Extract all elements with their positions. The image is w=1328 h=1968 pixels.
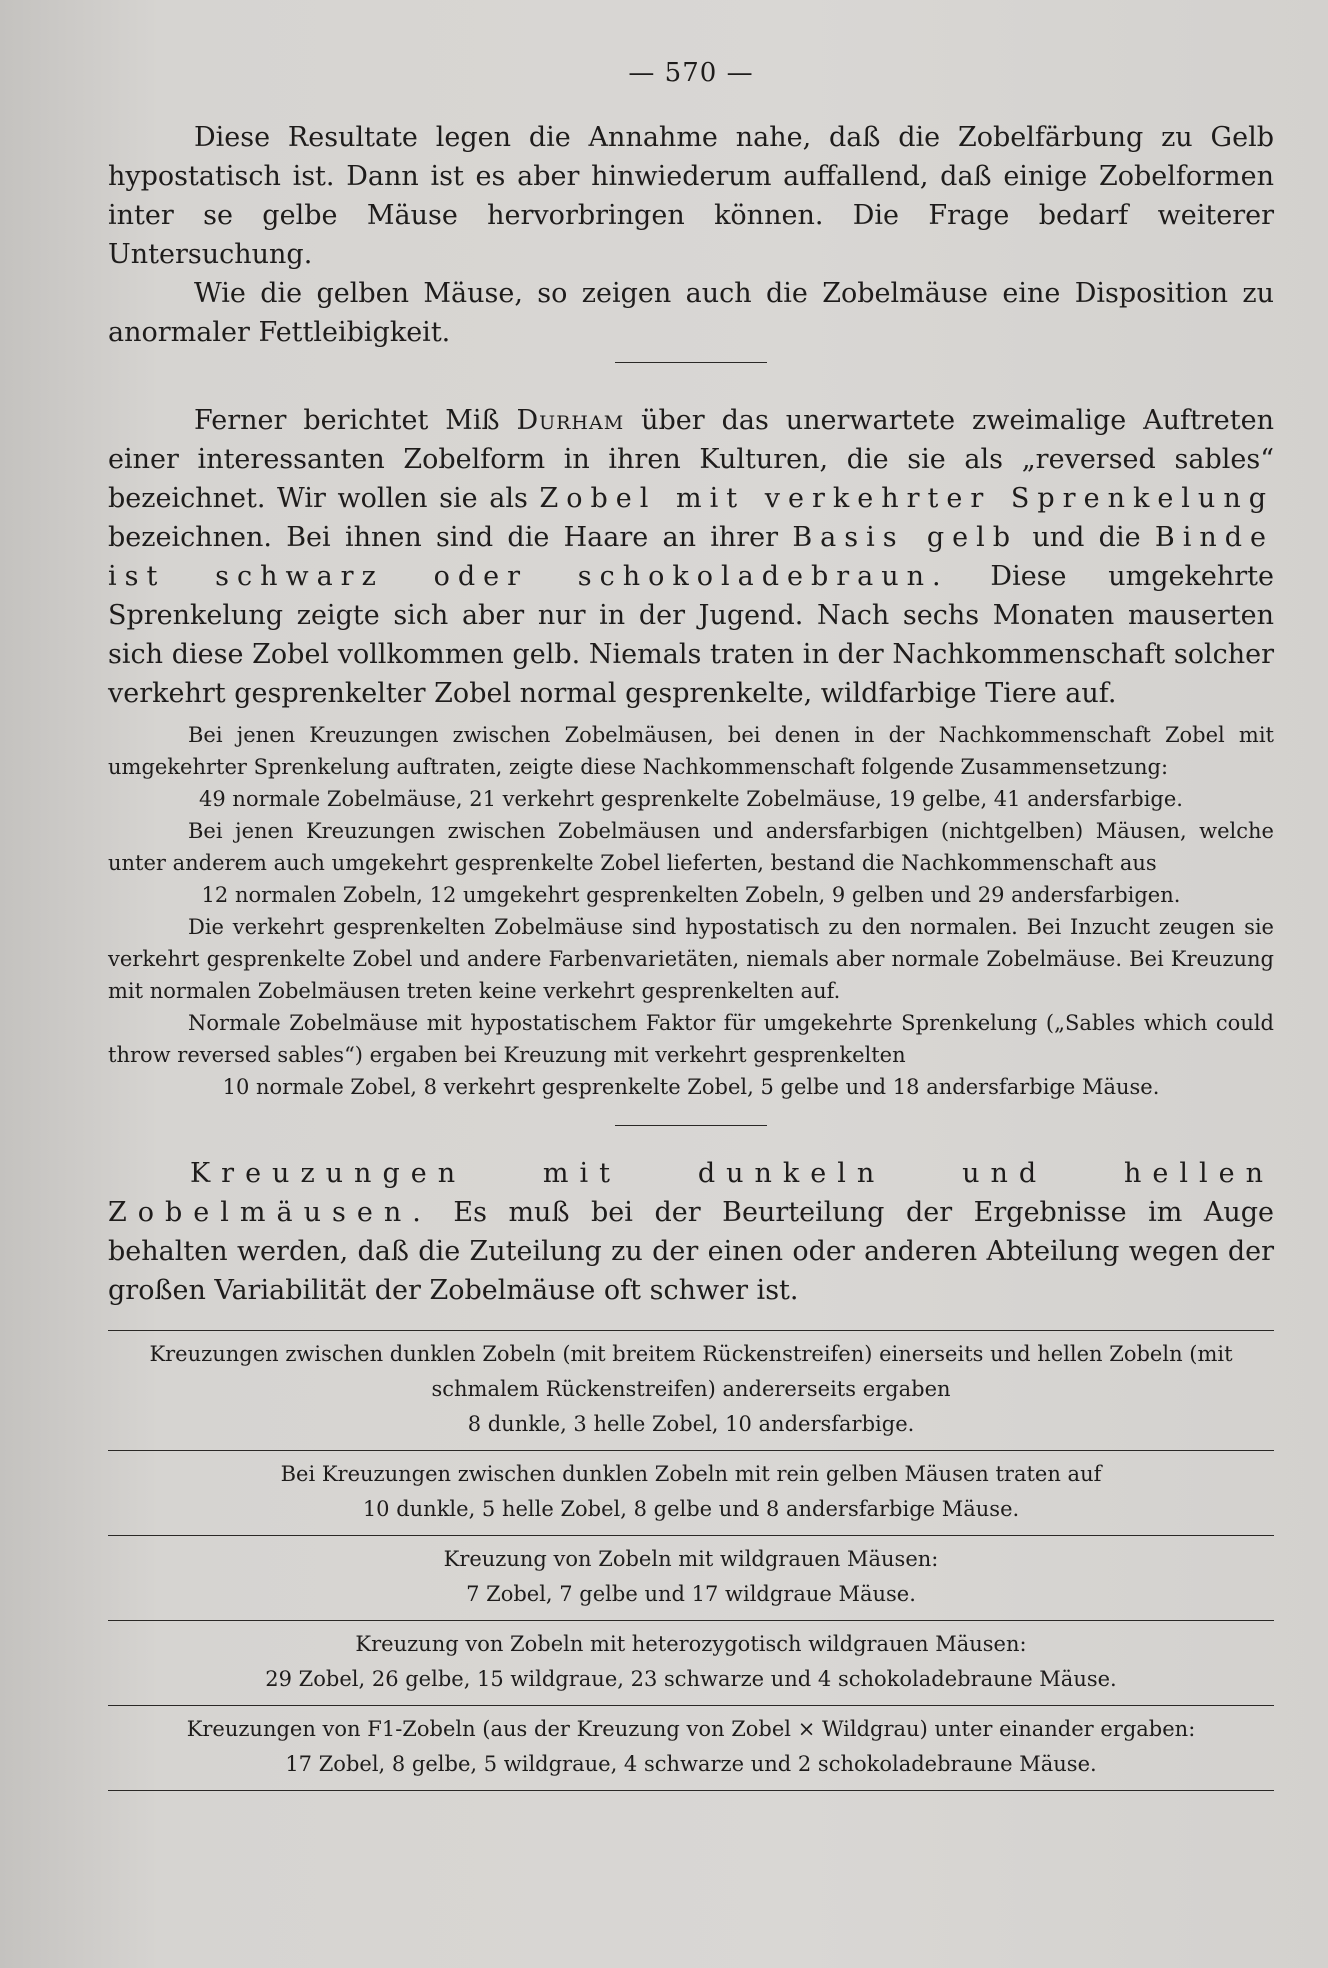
results-body — [108, 1331, 1274, 1791]
small-paragraph: Bei jenen Kreuzungen zwischen Zobelmäusen, bei denen in der Nachkommenschaft Zobel mit umgekehrter Sprenkelung auftraten, zeigte diese Nachkommenschaft folgende Zusammensetzung: — [108, 723, 1274, 779]
result-row — [108, 1536, 1274, 1621]
spaced-term: Zobel mit verkehrter Sprenkelung — [539, 483, 1274, 514]
result-cell — [108, 1451, 1274, 1536]
small-result: 10 normale Zobel, 8 verkehrt gesprenkelte Zobel, 5 gelbe und 18 andersfarbige Mäuse. — [222, 1075, 1160, 1099]
small-paragraph: Normale Zobelmäuse mit hypostatischem Faktor für umgekehrte Sprenkelung („Sables which could throw reversed sables“) ergaben bei Kreuzung mit verkehrt gesprenkelten — [108, 1011, 1274, 1067]
result-cell — [108, 1621, 1274, 1706]
results-table — [108, 1330, 1274, 1791]
spaced-term: Basis gelb — [792, 522, 1019, 553]
result-values: 8 dunkle, 3 helle Zobel, 10 andersfarbige. — [467, 1412, 915, 1436]
paragraph-obesity: Wie die gelben Mäuse, so zeigen auch die Zobelmäuse eine Disposition zu anormaler Fettleibigkeit. — [108, 278, 1274, 348]
result-values: 7 Zobel, 7 gelbe und 17 wildgraue Mäuse. — [466, 1582, 916, 1606]
small-result: 49 normale Zobelmäuse, 21 verkehrt gesprenkelte Zobelmäuse, 19 gelbe, 41 andersfarbige. — [199, 787, 1183, 811]
author-name: Durham — [516, 405, 625, 436]
spaced-term: Binde ist schwarz oder schokoladebraun. — [108, 522, 1274, 592]
text-column — [108, 58, 1274, 1791]
section-divider — [615, 362, 767, 363]
result-description: Kreuzung von Zobeln mit wildgrauen Mäusen: — [443, 1547, 939, 1571]
heading-text: Es muß bei der Beurteilung der Ergebnisse im Auge behalten werden, daß die Zuteilung zu der einen oder anderen Abteilung wegen der großen Variabilität der Zobelmäuse oft schwer ist. — [108, 1197, 1274, 1306]
result-values: 29 Zobel, 26 gelbe, 15 wildgraue, 23 schwarze und 4 schokoladebraune Mäuse. — [265, 1667, 1117, 1691]
small-result: 12 normalen Zobeln, 12 umgekehrt gesprenkelten Zobeln, 9 gelben und 29 andersfarbigen. — [201, 883, 1181, 907]
text-segment: bezeichnen. Bei ihnen sind die Haare an ihrer — [108, 522, 793, 553]
result-row — [108, 1706, 1274, 1791]
result-values: 17 Zobel, 8 gelbe, 5 wildgraue, 4 schwarze und 2 schokoladebraune Mäuse. — [285, 1752, 1097, 1776]
text-segment: Ferner berichtet Miß — [194, 405, 517, 436]
result-description: Bei Kreuzungen zwischen dunklen Zobeln mit rein gelben Mäusen traten auf — [280, 1462, 1102, 1486]
result-description: Kreuzungen von F1-Zobeln (aus der Kreuzung von Zobel × Wildgrau) unter einander ergaben: — [186, 1717, 1196, 1741]
result-cell — [108, 1331, 1274, 1451]
paragraph-reversed-sables — [108, 401, 1274, 713]
small-paragraph: Bei jenen Kreuzungen zwischen Zobelmäusen und andersfarbigen (nichtgelben) Mäusen, welche unter anderem auch umgekehrt gesprenkelte Zobel lieferten, bestand die Nachkommenschaft aus — [108, 819, 1274, 875]
result-cell — [108, 1706, 1274, 1791]
result-cell — [108, 1536, 1274, 1621]
page-number: — 570 — — [628, 58, 754, 88]
result-description: Kreuzungen zwischen dunklen Zobeln (mit breitem Rückenstreifen) einerseits und hellen Zobeln (mit schmalem Rückenstreifen) andererseits ergaben — [149, 1342, 1233, 1401]
text-segment: und die — [1018, 522, 1155, 553]
section-heading: Kreuzungen mit dunkeln und hellen Zobelmäusen. — [108, 1158, 1274, 1228]
result-row — [108, 1621, 1274, 1706]
small-paragraph: Die verkehrt gesprenkelten Zobelmäuse sind hypostatisch zu den normalen. Bei Inzucht zeugen sie verkehrt gesprenkelte Zobel und andere Farbenvarietäten, niemals aber normale Zobelmäuse. Bei Kreuzung mit normalen Zobelmäusen treten keine verkehrt gesprenkelten auf. — [108, 915, 1274, 1003]
result-row — [108, 1451, 1274, 1536]
text-segment: über das unerwartete zweimalige Auftreten einer interessanten Zobelform in ihren Kulturen, die sie als „reversed sables“ bezeichnet. Wir wollen sie als — [108, 405, 1274, 514]
result-row — [108, 1331, 1274, 1451]
result-values: 10 dunkle, 5 helle Zobel, 8 gelbe und 8 andersfarbige Mäuse. — [362, 1497, 1020, 1521]
result-description: Kreuzung von Zobeln mit heterozygotisch wildgrauen Mäusen: — [355, 1632, 1027, 1656]
section-heading-paragraph — [108, 1154, 1274, 1310]
section-divider — [615, 1125, 767, 1126]
text-segment: Diese umgekehrte Sprenkelung zeigte sich aber nur in der Jugend. Nach sechs Monaten mauserten sich diese Zobel vollkommen gelb. Niemals traten in der Nachkommenschaft solcher verkehrt gesprenkelter Zobel normal gesprenkelte, wildfarbige Tiere auf. — [108, 561, 1274, 709]
paragraph-hypostatic: Diese Resultate legen die Annahme nahe, daß die Zobelfärbung zu Gelb hypostatisch ist. Dann ist es aber hinwiederum auffallend, daß einige Zobelformen inter se gelbe Mäuse hervorbringen können. Die Frage bedarf weiterer Untersuchung. — [108, 122, 1274, 270]
